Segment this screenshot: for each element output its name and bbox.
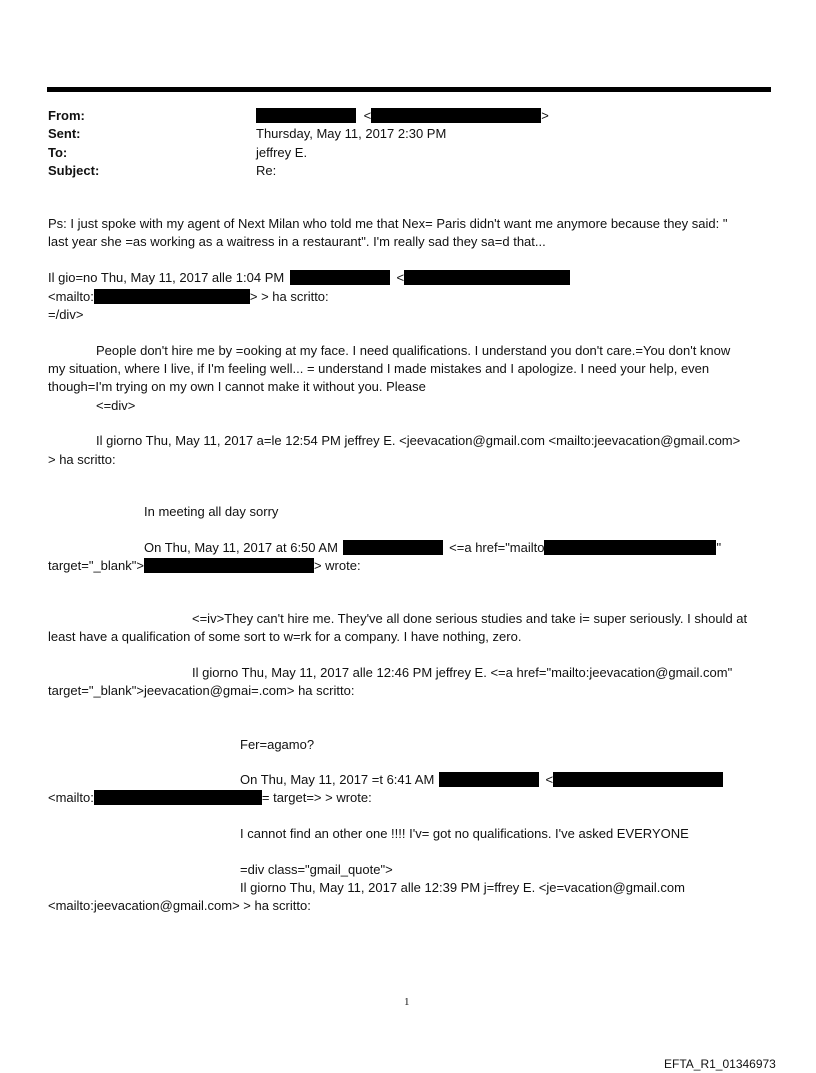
para-4-line-1: <=iv>They can't hire me. They've all done serious studies and take i= super seriously. I should at bbox=[192, 611, 748, 626]
quote-5-mailto: <mailto: bbox=[48, 790, 94, 805]
from-value bbox=[256, 108, 549, 123]
quote-1-lt: < bbox=[396, 270, 405, 285]
from-lt: < bbox=[363, 108, 372, 123]
quote-1-tail: > > ha scritto: bbox=[249, 289, 329, 304]
sent-label: Sent: bbox=[48, 126, 81, 141]
para-2-line-1: People don't hire me by =ooking at my face. I need qualifications. I understand you don't care.=You don't know bbox=[96, 343, 731, 358]
quote-3-target: target="_blank"> bbox=[48, 558, 144, 573]
quote-5-date: On Thu, May 11, 2017 =t 6:41 AM bbox=[240, 772, 435, 787]
quote-5-tail: = target=> > wrote: bbox=[261, 790, 372, 805]
quote-4-line-2: target="_blank">jeevacation@gmai=.com> ha scritto: bbox=[48, 683, 355, 698]
document-id: EFTA_R1_01346973 bbox=[664, 1057, 776, 1071]
from-gt: > bbox=[541, 108, 549, 123]
sent-value: Thursday, May 11, 2017 2:30 PM bbox=[256, 126, 447, 141]
quote-3-line-2 bbox=[48, 558, 361, 573]
subject-label: Subject: bbox=[48, 163, 100, 178]
quote-1-date: Il gio=no Thu, May 11, 2017 alle 1:04 PM bbox=[48, 270, 285, 285]
redaction bbox=[144, 558, 314, 573]
quote-4-line-1: Il giorno Thu, May 11, 2017 alle 12:46 PM jeffrey E. <=a href="mailto:jeevacation@gmail.com" bbox=[192, 665, 733, 680]
redaction bbox=[439, 772, 539, 787]
redaction bbox=[256, 108, 356, 123]
subject-value: Re: bbox=[256, 163, 277, 178]
para-6-text: I cannot find an other one !!!! I'v= got no qualifications. I've asked EVERYONE bbox=[240, 826, 689, 841]
quote-1-mailto-line bbox=[48, 289, 329, 304]
quote-1-mailto: <mailto: bbox=[48, 289, 94, 304]
para-2-line-2: my situation, where I live, if I'm feeling well... = understand I made mistakes and I apologize. I need your help, even bbox=[48, 361, 710, 376]
from-label: From: bbox=[48, 108, 85, 123]
para-4-line-2: least have a qualification of some sort to w=rk for a company. I have nothing, zero. bbox=[48, 629, 522, 644]
redaction bbox=[343, 540, 443, 555]
quote-5-line-2 bbox=[48, 790, 372, 805]
redaction bbox=[371, 108, 541, 123]
redaction bbox=[94, 289, 250, 304]
quote-2-line-1: Il giorno Thu, May 11, 2017 a=le 12:54 PM jeffrey E. <jeevacation@gmail.com <mailto:jeevacation@gmail.com> bbox=[96, 433, 741, 448]
para-2-line-3: though=I'm trying on my own I cannot make it without you. Please bbox=[48, 379, 426, 394]
meeting-text: In meeting all day sorry bbox=[144, 504, 279, 519]
quote-2-line-2: > ha scritto: bbox=[48, 452, 116, 467]
quote-5-line-1 bbox=[240, 772, 723, 787]
to-label: To: bbox=[48, 145, 68, 160]
quote-3-line-1 bbox=[144, 540, 721, 555]
redaction bbox=[544, 540, 716, 555]
quote-1-header bbox=[48, 270, 570, 285]
header-rule bbox=[47, 87, 771, 92]
page-number: 1 bbox=[404, 996, 410, 1008]
quote-6-line-2: <mailto:jeevacation@gmail.com> > ha scritto: bbox=[48, 898, 311, 913]
quote-1-div: =/div> bbox=[48, 307, 84, 322]
quote-3-quote: " bbox=[716, 540, 722, 555]
ps-line-1: Ps: I just spoke with my agent of Next Milan who told me that Nex= Paris didn't want me anymore because they said: " bbox=[48, 216, 728, 231]
quote-6-line-1: Il giorno Thu, May 11, 2017 alle 12:39 PM j=ffrey E. <je=vacation@gmail.com bbox=[240, 880, 685, 895]
quote-3-wrote: > wrote: bbox=[313, 558, 361, 573]
quote-3-date: On Thu, May 11, 2017 at 6:50 AM bbox=[144, 540, 338, 555]
redaction bbox=[553, 772, 723, 787]
para-2-div: <=div> bbox=[96, 398, 136, 413]
feragamo-text: Fer=agamo? bbox=[240, 737, 315, 752]
quote-6-div: =div class="gmail_quote"> bbox=[240, 862, 393, 877]
quote-3-href: <=a href="mailto bbox=[449, 540, 545, 555]
quote-5-lt: < bbox=[545, 772, 554, 787]
ps-line-2: last year she =as working as a waitress in a restaurant". I'm really sad they sa=d that... bbox=[48, 234, 546, 249]
redaction bbox=[94, 790, 262, 805]
to-value: jeffrey E. bbox=[256, 145, 308, 160]
redaction bbox=[290, 270, 390, 285]
redaction bbox=[404, 270, 570, 285]
